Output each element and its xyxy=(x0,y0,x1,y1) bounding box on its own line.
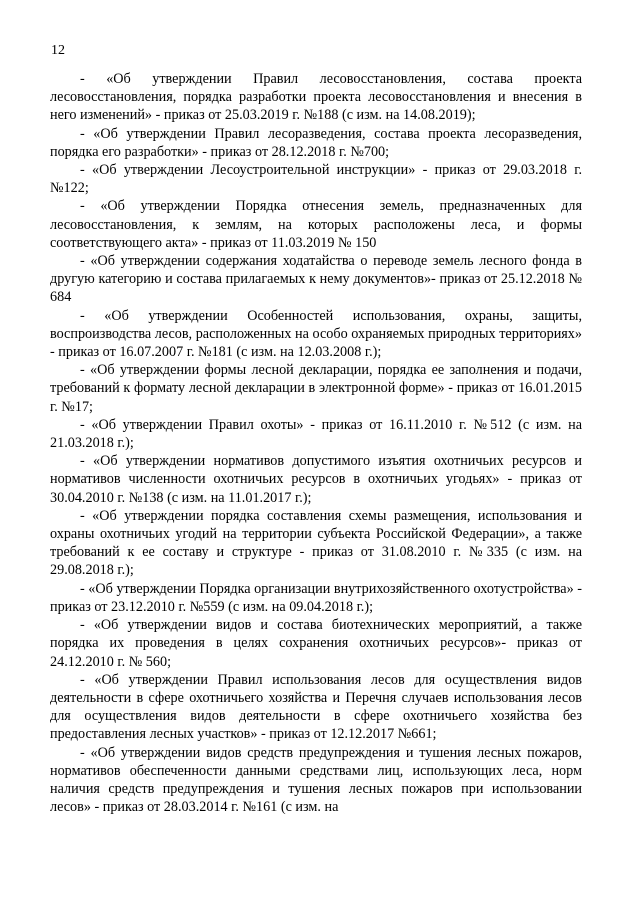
list-item-order: - «Об утверждении видов и состава биотехнических мероприятий, а также порядка их проведения в целях сохранения охотничьих ресурсов»- приказ от 24.12.2010 г. № 560; xyxy=(50,617,582,670)
list-item-order: - «Об утверждении Порядка организации внутрихозяйственного охотустройства» - приказ от 23.12.2010 г. №559 (с изм. на 09.04.2018 г.); xyxy=(50,580,582,615)
list-item-order: - «Об утверждении Правил охоты» - приказ от 16.11.2010 г. №512 (с изм. на 21.03.2018 г.); xyxy=(50,416,582,452)
list-item-order: - «Об утверждении порядка составления схемы размещения, использования и охраны охотничьих угодий на территории субъекта Российской Федерации», а также требований к ее составу и структуре - приказ от 31.08.2010 г. №335 (с изм. на 29.08.2018 г.); xyxy=(50,507,582,579)
list-item-order: - «Об утверждении Особенностей использования, охраны, защиты, воспроизводства лесов, расположенных на особо охраняемых природных территориях» - приказ от 16.07.2007 г. №181 (с изм. на 12.03.2008 г.); xyxy=(50,307,582,361)
page-number: 12 xyxy=(51,43,65,58)
list-item-order: - «Об утверждении нормативов допустимого изъятия охотничьих ресурсов и нормативов численности охотничьих ресурсов в охотничьих угодьях» - приказ от 30.04.2010 г. №138 (с изм. на 11.01.2017 г.); xyxy=(50,453,582,506)
list-item-order: - «Об утверждении Правил лесовосстановления, состава проекта лесовосстановления, порядка разработки проекта лесовосстановления и внесения в него изменений» - приказ от 25.03.2019 г. №188 (с изм. на 14.08.2019); xyxy=(50,71,582,124)
list-item-order: - «Об утверждении Правил использования лесов для осуществления видов деятельности в сфере охотничьего хозяйства и Перечня случаев использования лесов для осуществления видов деятельности в сфере охотничьего хозяйства без предоставления лесных участков» - приказ от 12.12.2017 №661; xyxy=(50,671,582,743)
list-item-order: - «Об утверждении содержания ходатайства о переводе земель лесного фонда в другую категорию и состава прилагаемых к нему документов»- приказ от 25.12.2018 № 684 xyxy=(50,253,582,306)
list-item-order: - «Об утверждении Порядка отнесения земель, предназначенных для лесовосстановления, к землям, на которых расположены леса, и формы соответствующего акта» - приказ от 11.03.2019 № 150 xyxy=(50,198,582,251)
document-body xyxy=(50,70,582,816)
list-item-order: - «Об утверждении видов средств предупреждения и тушения лесных пожаров, нормативов обеспеченности данными средствами лиц, использующих леса, норм наличия средств предупреждения и тушения лесных пожаров при использовании лесов» - приказ от 28.03.2014 г. №161 (с изм. на xyxy=(50,744,582,816)
list-item-order: - «Об утверждении формы лесной декларации, порядка ее заполнения и подачи, требований к формату лесной декларации в электронной форме» - приказ от 16.01.2015 г. №17; xyxy=(50,362,582,415)
list-item-order: - «Об утверждении Лесоустроительной инструкции» - приказ от 29.03.2018 г. №122; xyxy=(50,162,582,197)
list-item-order: - «Об утверждении Правил лесоразведения, состава проекта лесоразведения, порядка его разработки» - приказ от 28.12.2018 г. №700; xyxy=(50,125,582,160)
